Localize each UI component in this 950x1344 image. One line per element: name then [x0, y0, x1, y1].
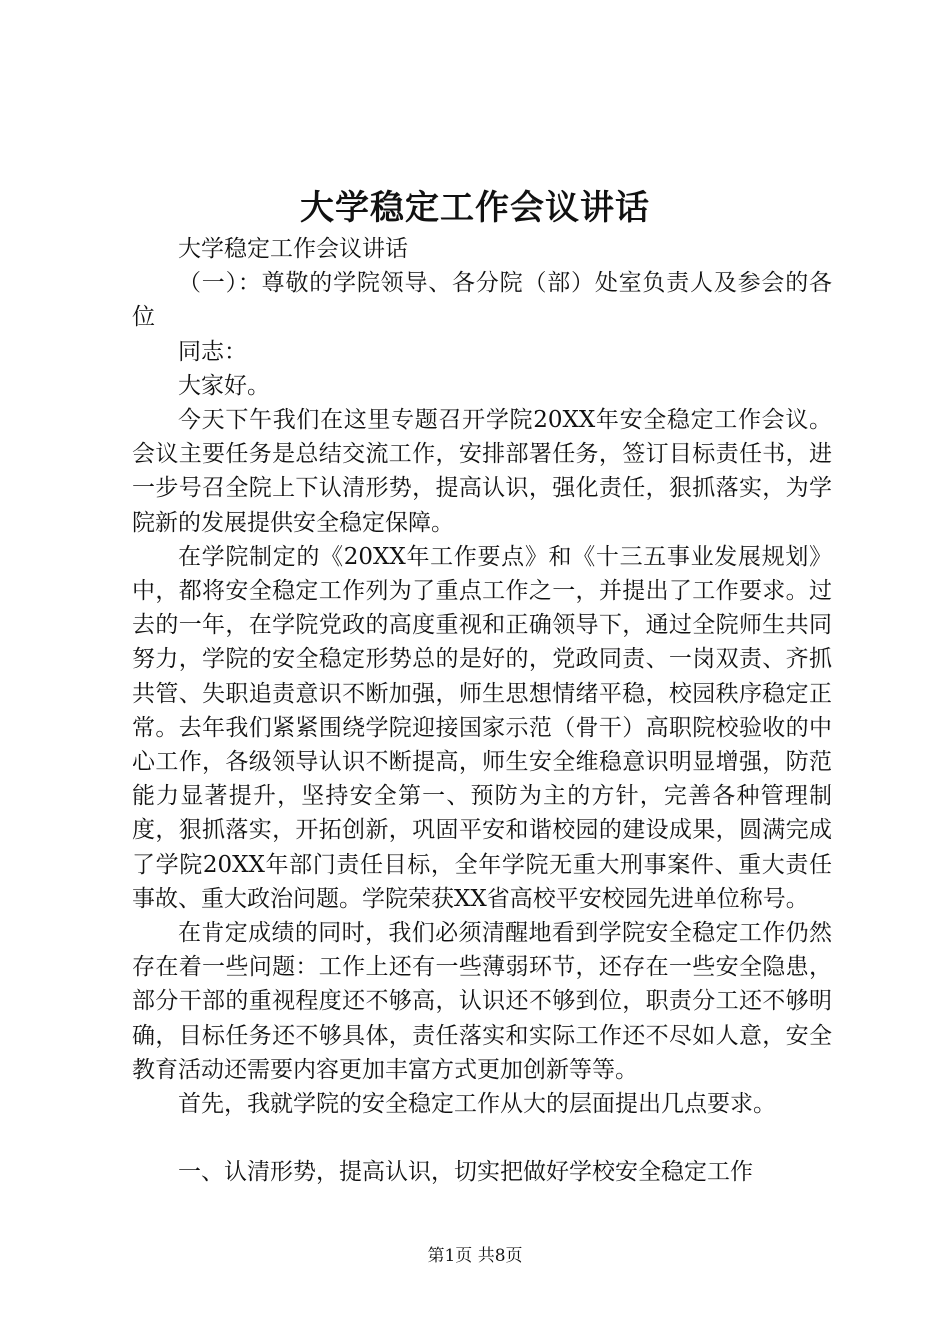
- page-number-footer: 第1页 共8页: [427, 1246, 523, 1266]
- paragraph-review: 在学院制定的《20XX年工作要点》和《十三五事业发展规划》中，都将安全稳定工作列为了重点工作之一，并提出了工作要求。过去的一年，在学院党政的高度重视和正确领导下，通过全院师生共同努力，学院的安全稳定形势总的是好的，党政同责、一岗双责、齐抓共管、失职追责意识不断加强，师生思想情绪平稳，校园秩序稳定正常。去年我们紧紧围绕学院迎接国家示范（骨干）高职院校验收的中心工作，各级领导认识不断提高，师生安全维稳意识明显增强，防范能力显著提升，坚持安全第一、预防为主的方针，完善各种管理制度，狠抓落实，开拓创新，巩固平安和谐校园的建设成果，圆满完成了学院20XX年部门责任目标，全年学院无重大刑事案件、重大责任事故、重大政治问题。学院荣获XX省高校平安校园先进单位称号。: [132, 543, 832, 912]
- paragraph-problems: 在肯定成绩的同时，我们必须清醒地看到学院安全稳定工作仍然存在着一些问题：工作上还有一些薄弱环节，还存在一些安全隐患，部分干部的重视程度还不够高，认识还不够到位，职责分工还不够明确，目标任务还不够具体，责任落实和实际工作还不尽如人意，安全教育活动还需要内容更加丰富方式更加创新等等。: [132, 920, 832, 1083]
- paragraph-subtitle: 大学稳定工作会议讲话: [178, 236, 408, 262]
- paragraph-greeting: 大家好。: [178, 372, 270, 399]
- paragraph-opening: 今天下午我们在这里专题召开学院20XX年安全稳定工作会议。会议主要任务是总结交流工作，安排部署任务，签订目标责任书，进一步号召全院上下认清形势，提高认识，强化责任，狠抓落实，为学院新的发展提供安全稳定保障。: [132, 407, 832, 536]
- document-body: [132, 232, 832, 1189]
- document-title: 大学稳定工作会议讲话: [300, 188, 650, 228]
- paragraph-requirements-intro: 首先，我就学院的安全稳定工作从大的层面提出几点要求。: [178, 1091, 776, 1118]
- paragraph-comrades: 同志：: [178, 338, 247, 365]
- paragraph-section-one-heading: 一、认清形势，提高认识，切实把做好学校安全稳定工作: [178, 1159, 753, 1186]
- paragraph-salutation: （一）：尊敬的学院领导、各分院（部）处室负责人及参会的各位: [132, 270, 832, 331]
